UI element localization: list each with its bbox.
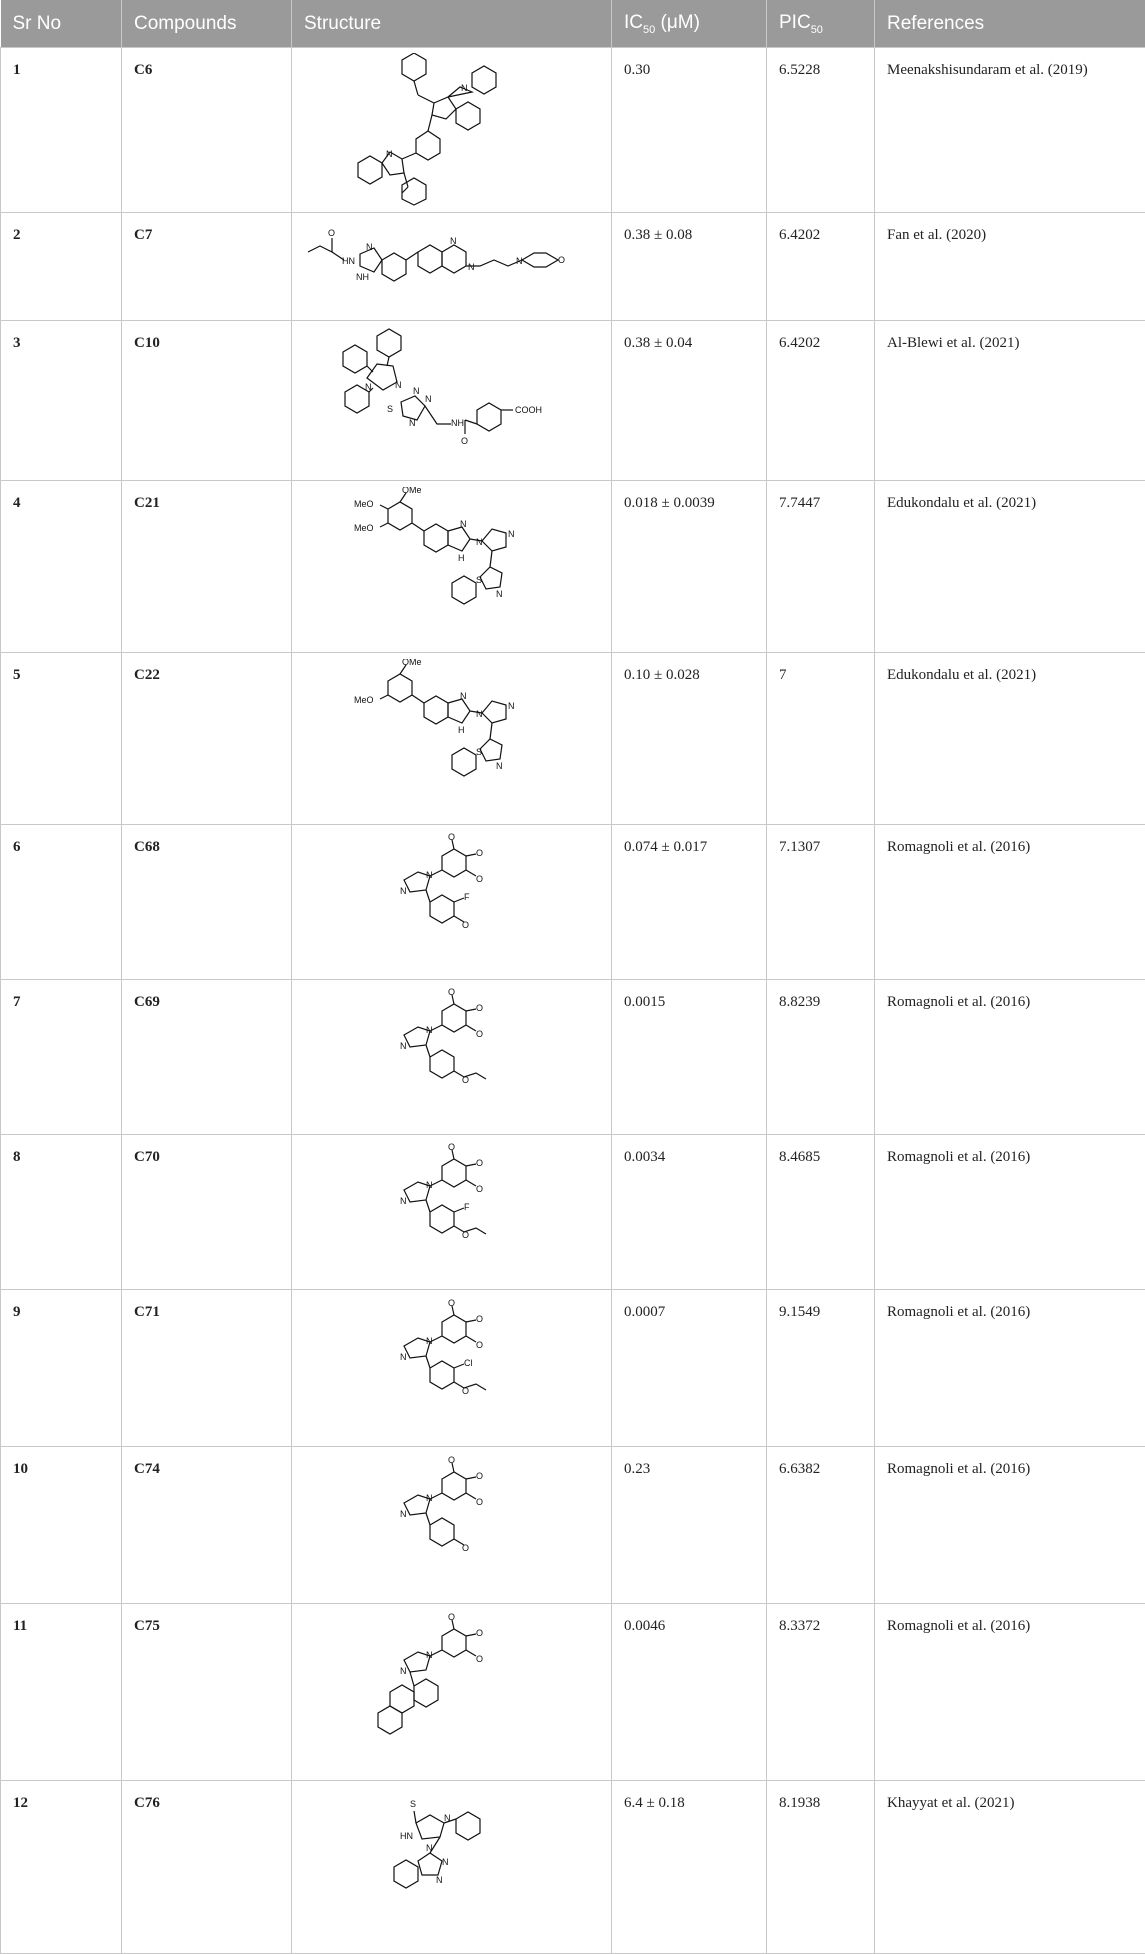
ic50-cell: 0.23 [612, 1447, 767, 1604]
structure-cell [292, 481, 612, 653]
table-row [1, 1604, 1145, 1781]
structure-label: S [387, 404, 393, 414]
compound-cell: C22 [122, 653, 292, 825]
sr-no-cell: 4 [1, 481, 122, 653]
structure-label: O [476, 1314, 483, 1324]
table-row [1, 1290, 1145, 1447]
structure-label: N [400, 1509, 407, 1519]
pic50-cell: 7.1307 [767, 825, 875, 980]
structure-label: N [460, 519, 467, 529]
compound-cell: C21 [122, 481, 292, 653]
structure-label: N [426, 1180, 433, 1190]
structure-label: O [448, 1298, 455, 1308]
structure-c75 [352, 1612, 552, 1772]
sr-no-cell: 7 [1, 980, 122, 1135]
structure-label: O [448, 832, 455, 842]
structure-c71 [352, 1298, 552, 1438]
structure-label: O [476, 1158, 483, 1168]
structure-label: N [508, 529, 515, 539]
structure-label: N [400, 1666, 407, 1676]
structure-c10 [317, 326, 587, 476]
pic50-cell: 8.1938 [767, 1781, 875, 1954]
table-row [1, 1135, 1145, 1290]
structure-label: N [426, 1336, 433, 1346]
compound-cell: C68 [122, 825, 292, 980]
structure-label: NH [356, 272, 369, 282]
structure-cell [292, 653, 612, 825]
ic50-cell: 0.074 ± 0.017 [612, 825, 767, 980]
structure-label: O [476, 1471, 483, 1481]
structure-label: N [426, 1493, 433, 1503]
header-pic50 [767, 0, 875, 48]
structure-label: N [516, 256, 523, 266]
structure-label: N [413, 386, 420, 396]
pic50-subscript: 50 [811, 23, 823, 35]
table-row [1, 1447, 1145, 1604]
structure-cell [292, 213, 612, 321]
ic50-cell: 0.0046 [612, 1604, 767, 1781]
compound-cell: C6 [122, 48, 292, 213]
structure-label: N [400, 1352, 407, 1362]
structure-c22 [332, 659, 572, 819]
table-row [1, 825, 1145, 980]
structure-c76 [352, 1787, 552, 1947]
pic50-cell: 6.6382 [767, 1447, 875, 1604]
structure-label: N [442, 1857, 449, 1867]
structure-label: COOH [515, 405, 542, 415]
sr-no-cell: 9 [1, 1290, 122, 1447]
structure-c69 [352, 987, 552, 1127]
structure-label: N [476, 537, 483, 547]
structure-cell [292, 1290, 612, 1447]
sr-no-cell: 10 [1, 1447, 122, 1604]
compound-cell: C71 [122, 1290, 292, 1447]
structure-label: N [395, 380, 402, 390]
compound-cell: C7 [122, 213, 292, 321]
structure-label: NH [451, 418, 464, 428]
structure-label: N [496, 589, 503, 599]
structure-label: N [436, 1875, 443, 1885]
ic50-cell: 0.30 [612, 48, 767, 213]
reference-cell: Romagnoli et al. (2016) [875, 825, 1145, 980]
structure-label: N [450, 236, 457, 246]
structure-label: N [426, 1025, 433, 1035]
sr-no-cell: 5 [1, 653, 122, 825]
structure-label: O [476, 1184, 483, 1194]
structure-label: O [476, 874, 483, 884]
sr-no-cell: 12 [1, 1781, 122, 1954]
structure-label: N [426, 1843, 433, 1853]
structure-label: O [448, 1142, 455, 1152]
reference-cell: Romagnoli et al. (2016) [875, 1135, 1145, 1290]
structure-cell [292, 980, 612, 1135]
sr-no-cell: 8 [1, 1135, 122, 1290]
structure-c7 [302, 222, 602, 312]
structure-label: O [462, 1543, 469, 1553]
structure-label: N [496, 761, 503, 771]
structure-cell [292, 1781, 612, 1954]
structure-label: N [460, 691, 467, 701]
structure-c68 [352, 832, 552, 972]
structure-label: O [462, 1075, 469, 1085]
ic50-cell: 0.0007 [612, 1290, 767, 1447]
structure-label: N [400, 886, 407, 896]
structure-label: N [468, 262, 475, 272]
reference-cell: Meenakshisundaram et al. (2019) [875, 48, 1145, 213]
structure-label: N [476, 709, 483, 719]
structure-label: O [448, 1612, 455, 1622]
structure-label: S [476, 575, 482, 585]
pic50-cell: 8.4685 [767, 1135, 875, 1290]
structure-label: N [366, 242, 373, 252]
structure-label: HN [400, 1831, 413, 1841]
structure-label: N [400, 1041, 407, 1051]
reference-cell: Romagnoli et al. (2016) [875, 1604, 1145, 1781]
structure-label: O [476, 1029, 483, 1039]
sr-no-cell: 6 [1, 825, 122, 980]
compound-cell: C70 [122, 1135, 292, 1290]
structure-label: O [461, 436, 468, 446]
structure-label: O [462, 1386, 469, 1396]
structure-label: N [365, 382, 372, 392]
structure-label: OMe [402, 659, 422, 667]
ic50-cell: 0.018 ± 0.0039 [612, 481, 767, 653]
sr-no-cell: 2 [1, 213, 122, 321]
structure-label: Cl [464, 1358, 473, 1368]
pic50-cell: 7 [767, 653, 875, 825]
table-row [1, 481, 1145, 653]
structure-label: O [448, 987, 455, 997]
structure-label: N [409, 418, 416, 428]
structure-cell [292, 825, 612, 980]
structure-label: H [458, 553, 465, 563]
structure-label: S [410, 1799, 416, 1809]
structure-label: O [476, 1628, 483, 1638]
ic50-subscript: 50 [643, 23, 655, 35]
header-compounds: Compounds [122, 0, 292, 48]
compound-cell: C74 [122, 1447, 292, 1604]
structure-cell [292, 1135, 612, 1290]
ic50-cell: 0.38 ± 0.04 [612, 321, 767, 481]
structure-cell [292, 1604, 612, 1781]
table-row [1, 213, 1145, 321]
structure-c74 [352, 1455, 552, 1595]
structure-label: O [476, 848, 483, 858]
reference-cell: Edukondalu et al. (2021) [875, 653, 1145, 825]
structure-cell [292, 321, 612, 481]
structure-label: MeO [354, 695, 374, 705]
structure-label: N [400, 1196, 407, 1206]
reference-cell: Romagnoli et al. (2016) [875, 980, 1145, 1135]
structure-label: N [426, 1650, 433, 1660]
pic50-label: PIC [779, 12, 811, 33]
compound-cell: C10 [122, 321, 292, 481]
table-row [1, 653, 1145, 825]
reference-cell: Romagnoli et al. (2016) [875, 1290, 1145, 1447]
structure-label: O [328, 228, 335, 238]
structure-label: N [425, 394, 432, 404]
structure-label: N [426, 870, 433, 880]
structure-label: O [462, 1230, 469, 1240]
reference-cell: Al-Blewi et al. (2021) [875, 321, 1145, 481]
pic50-cell: 6.4202 [767, 213, 875, 321]
structure-label: O [476, 1340, 483, 1350]
header-references: References [875, 0, 1145, 48]
ic50-cell: 0.0034 [612, 1135, 767, 1290]
header-structure: Structure [292, 0, 612, 48]
ic50-cell: 0.38 ± 0.08 [612, 213, 767, 321]
pic50-cell: 6.4202 [767, 321, 875, 481]
structure-label: O [448, 1455, 455, 1465]
structure-label: MeO [354, 499, 374, 509]
structure-label: HN [342, 256, 355, 266]
ic50-cell: 0.0015 [612, 980, 767, 1135]
structure-cell [292, 48, 612, 213]
header-row [1, 0, 1145, 48]
structure-label: O [558, 255, 565, 265]
table-row [1, 1781, 1145, 1954]
structure-label: O [476, 1497, 483, 1507]
pic50-cell: 8.8239 [767, 980, 875, 1135]
structure-label: N [508, 701, 515, 711]
ic50-label: IC [624, 12, 643, 33]
pic50-cell: 8.3372 [767, 1604, 875, 1781]
structure-label: N [386, 149, 393, 159]
structure-label: OMe [402, 487, 422, 495]
pic50-cell: 9.1549 [767, 1290, 875, 1447]
compound-cell: C75 [122, 1604, 292, 1781]
reference-cell: Edukondalu et al. (2021) [875, 481, 1145, 653]
structure-label: N [461, 83, 468, 93]
header-ic50 [612, 0, 767, 48]
table-row [1, 48, 1145, 213]
sr-no-cell: 1 [1, 48, 122, 213]
reference-cell: Khayyat et al. (2021) [875, 1781, 1145, 1954]
structure-label: F [464, 1202, 470, 1212]
reference-cell: Romagnoli et al. (2016) [875, 1447, 1145, 1604]
structure-cell [292, 1447, 612, 1604]
structure-label: S [476, 747, 482, 757]
structure-label: O [462, 920, 469, 930]
structure-label: O [476, 1003, 483, 1013]
sr-no-cell: 11 [1, 1604, 122, 1781]
header-sr-no: Sr No [1, 0, 122, 48]
ic50-unit: (μM) [655, 12, 700, 33]
table-row [1, 980, 1145, 1135]
structure-c70 [352, 1142, 552, 1282]
table-row [1, 321, 1145, 481]
structure-c21 [332, 487, 572, 647]
sr-no-cell: 3 [1, 321, 122, 481]
reference-cell: Fan et al. (2020) [875, 213, 1145, 321]
pic50-cell: 7.7447 [767, 481, 875, 653]
structure-label: H [458, 725, 465, 735]
compound-cell: C69 [122, 980, 292, 1135]
structure-c6 [332, 53, 572, 208]
compound-cell: C76 [122, 1781, 292, 1954]
ic50-cell: 0.10 ± 0.028 [612, 653, 767, 825]
structure-label: O [476, 1654, 483, 1664]
structure-label: F [464, 892, 470, 902]
pic50-cell: 6.5228 [767, 48, 875, 213]
structure-label: MeO [354, 523, 374, 533]
structure-label: N [444, 1813, 451, 1823]
ic50-cell: 6.4 ± 0.18 [612, 1781, 767, 1954]
